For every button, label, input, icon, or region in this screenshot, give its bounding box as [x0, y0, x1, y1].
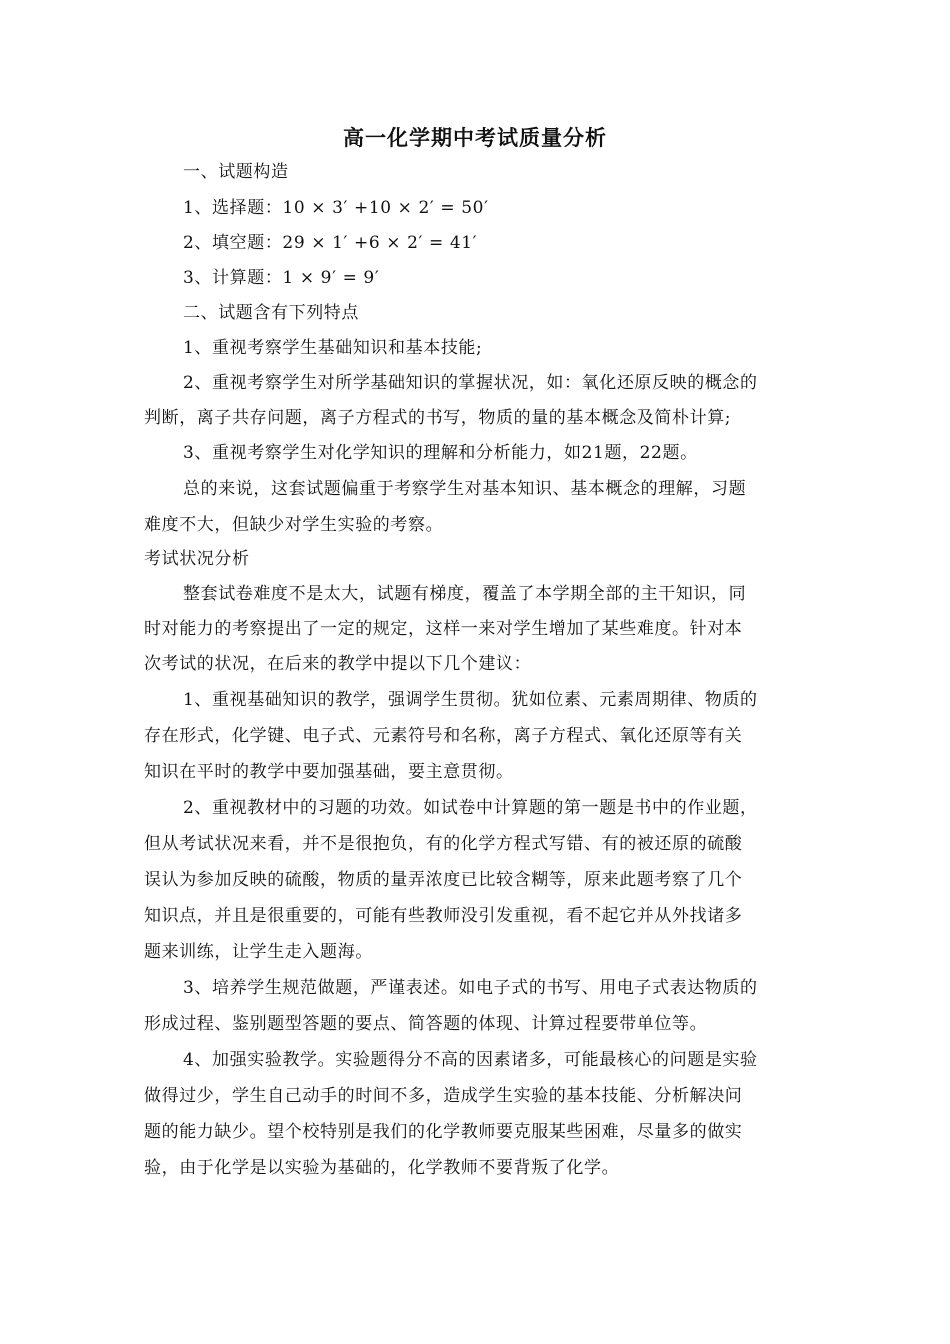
list-item: 1、选择题：10 × 3′ +10 × 2′ = 50′ [183, 198, 489, 218]
paragraph-line: 2、重视教材中的习题的功效。如试卷中计算题的第一题是书中的作业题， [183, 798, 758, 818]
paragraph-line: 1、重视基础知识的教学，强调学生贯彻。犹如位素、元素周期律、物质的 [183, 690, 758, 710]
section-heading-features: 二、试题含有下列特点 [183, 303, 359, 323]
paragraph-line: 题来训练，让学生走入题海。 [144, 942, 373, 962]
paragraph-line: 难度不大，但缺少对学生实验的考察。 [144, 515, 444, 535]
paragraph-line: 时对能力的考察提出了一定的规定，这样一来对学生增加了某些难度。针对本 [144, 619, 743, 639]
list-item: 2、填空题：29 × 1′ +6 × 2′ = 41′ [183, 233, 478, 253]
paragraph-line: 知识在平时的教学中要加强基础，要主意贯彻。 [144, 762, 514, 782]
paragraph-line: 3、重视考察学生对化学知识的理解和分析能力，如21题，22题。 [183, 443, 698, 463]
paragraph-line: 存在形式，化学键、电子式、元素符号和名称，离子方程式、氧化还原等有关 [144, 726, 743, 746]
paragraph-line: 验，由于化学是以实验为基础的，化学教师不要背叛了化学。 [144, 1158, 620, 1178]
paragraph-line: 形成过程、鉴别题型答题的要点、简答题的体现、计算过程要带单位等。 [144, 1014, 708, 1034]
paragraph-line: 4、加强实验教学。实验题得分不高的因素诸多，可能最核心的问题是实验 [183, 1050, 758, 1070]
paragraph-line: 误认为参加反映的硫酸，物质的量弄浓度已比较含糊等，原来此题考察了几个 [144, 870, 743, 890]
paragraph-line: 知识点，并且是很重要的，可能有些教师没引发重视，看不起它并从外找诸多 [144, 906, 743, 926]
paragraph-line: 整套试卷难度不是太大，试题有梯度，覆盖了本学期全部的主干知识，同 [183, 584, 747, 604]
paragraph-line: 3、培养学生规范做题，严谨表述。如电子式的书写、用电子式表达物质的 [183, 978, 758, 998]
page-title: 高一化学期中考试质量分析 [343, 125, 607, 150]
paragraph-line: 做得过少，学生自己动手的时间不多，造成学生实验的基本技能、分析解决问 [144, 1086, 743, 1106]
paragraph-line: 但从考试状况来看，并不是很抱负，有的化学方程式写错、有的被还原的硫酸 [144, 834, 743, 854]
paragraph-line: 判断，离子共存问题，离子方程式的书写，物质的量的基本概念及简朴计算; [144, 408, 732, 428]
paragraph-line: 次考试的状况，在后来的教学中提以下几个建议： [144, 654, 532, 674]
paragraph-line: 总的来说，这套试题偏重于考察学生对基本知识、基本概念的理解，习题 [183, 479, 747, 499]
paragraph-line: 2、重视考察学生对所学基础知识的掌握状况，如：氧化还原反映的概念的 [183, 373, 758, 393]
list-item: 1、重视考察学生基础知识和基本技能; [183, 338, 483, 358]
section-heading-analysis: 考试状况分析 [144, 549, 250, 569]
paragraph-line: 题的能力缺少。望个校特别是我们的化学教师要克服某些困难，尽量多的做实 [144, 1122, 743, 1142]
list-item: 3、计算题：1 × 9′ = 9′ [183, 268, 380, 288]
section-heading-structure: 一、试题构造 [183, 162, 289, 182]
